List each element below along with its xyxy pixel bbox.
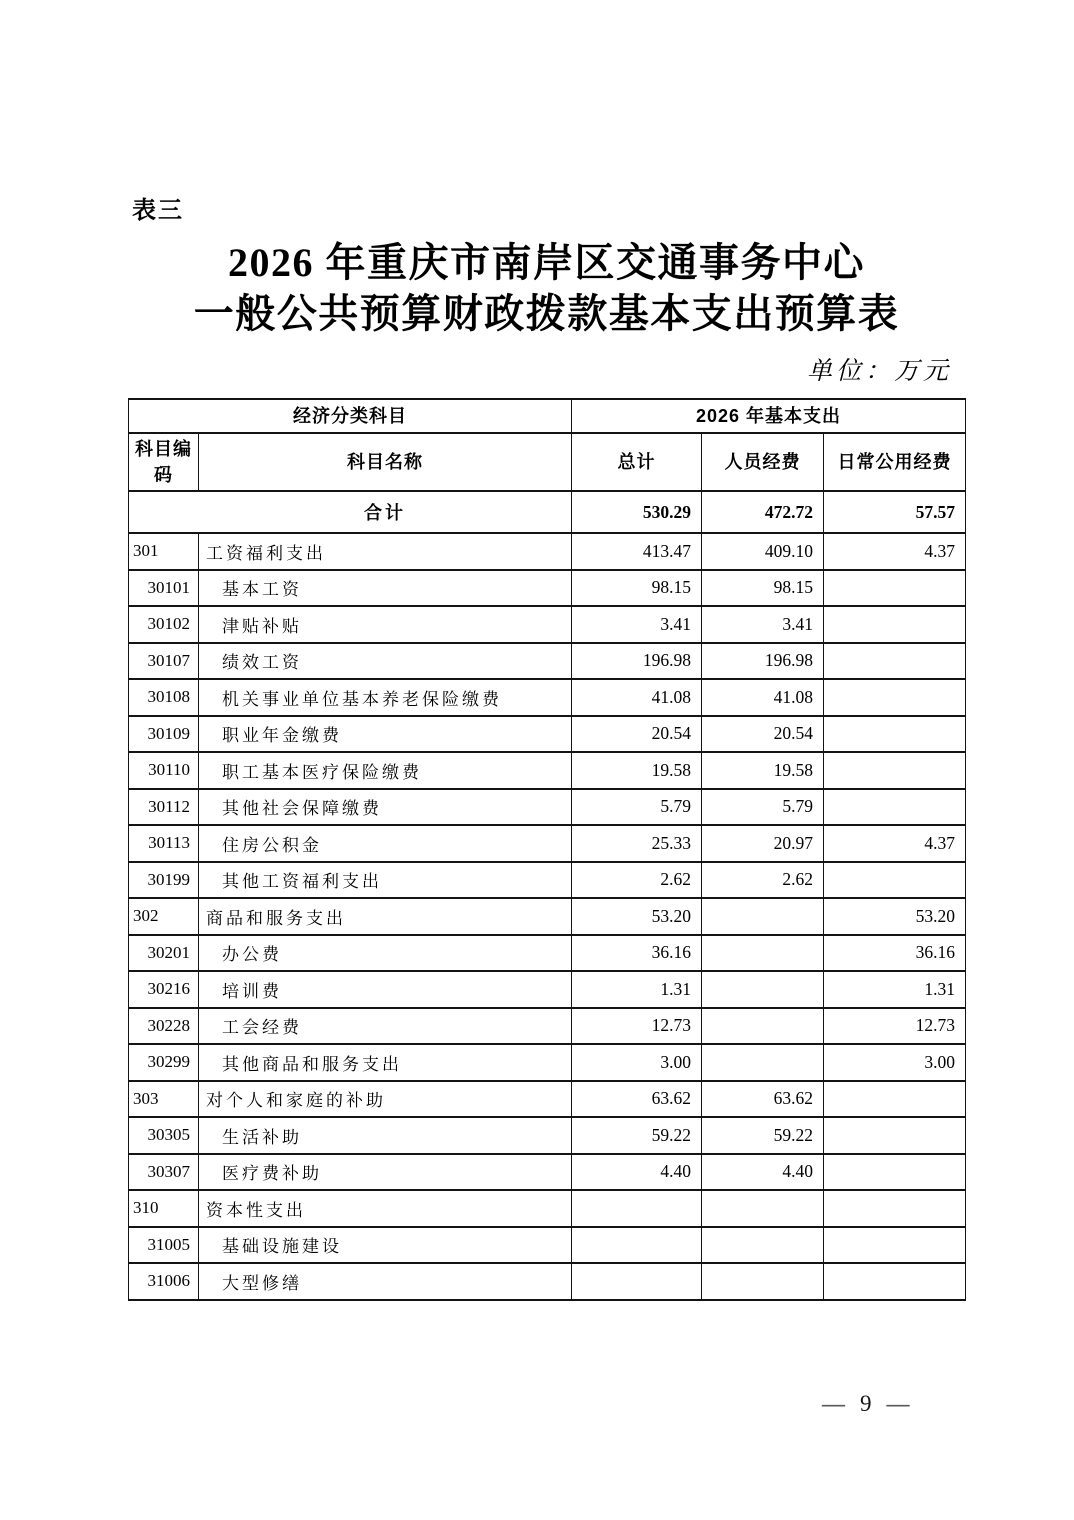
table-row [129,533,966,570]
table-row [129,971,966,1008]
cell-subject-name: 机关事业单位基本养老保险缴费 [199,679,572,716]
cell-total: 19.58 [572,752,702,789]
cell-personnel-funds [702,1008,824,1045]
header-row-columns [129,433,966,491]
cell-personnel-funds: 59.22 [702,1117,824,1154]
cell-personnel-funds: 196.98 [702,643,824,680]
table-row [129,570,966,607]
page-number-dash-left: — [822,1391,845,1416]
table-row [129,1117,966,1154]
cell-subject-code: 30110 [129,752,199,789]
header-daily-public-funds: 日常公用经费 [824,433,966,491]
cell-total: 3.41 [572,606,702,643]
cell-subject-code: 30199 [129,862,199,899]
cell-total: 98.15 [572,570,702,607]
cell-subject-code: 303 [129,1081,199,1118]
cell-subject-name: 基础设施建设 [199,1227,572,1264]
document-title-line-1: 2026 年重庆市南岸区交通事务中心 [228,240,865,285]
cell-subject-code: 31005 [129,1227,199,1264]
table-row [129,1227,966,1264]
cell-subject-code: 310 [129,1190,199,1227]
document-title-line-2: 一般公共预算财政拨款基本支出预算表 [193,291,900,336]
cell-daily-public-funds [824,1190,966,1227]
page-number [822,1391,910,1417]
cell-subject-code: 30101 [129,570,199,607]
cell-daily-public-funds: 4.37 [824,533,966,570]
cell-personnel-funds: 4.40 [702,1154,824,1191]
cell-personnel-funds: 3.41 [702,606,824,643]
cell-daily-public-funds [824,570,966,607]
cell-subject-name: 对个人和家庭的补助 [199,1081,572,1118]
budget-table [128,398,966,1301]
cell-subject-name: 津贴补贴 [199,606,572,643]
page-number-dash-right: — [886,1391,910,1416]
table-row [129,679,966,716]
cell-total: 59.22 [572,1117,702,1154]
cell-total: 12.73 [572,1008,702,1045]
cell-daily-public-funds [824,606,966,643]
table-row [129,898,966,935]
cell-total: 25.33 [572,825,702,862]
cell-personnel-funds: 63.62 [702,1081,824,1118]
cell-daily-public-funds [824,862,966,899]
cell-daily-public-funds [824,1227,966,1264]
table-row [129,862,966,899]
cell-subject-code: 30305 [129,1117,199,1154]
cell-total: 36.16 [572,935,702,972]
budget-table-header [129,399,966,491]
header-personnel-funds: 人员经费 [702,433,824,491]
header-row-group [129,399,966,433]
cell-subject-name: 工资福利支出 [199,533,572,570]
cell-subject-code: 30102 [129,606,199,643]
cell-total: 5.79 [572,789,702,826]
cell-personnel-funds: 472.72 [702,491,824,533]
cell-subject-name: 其他社会保障缴费 [199,789,572,826]
cell-daily-public-funds [824,1154,966,1191]
cell-daily-public-funds [824,789,966,826]
table-row [129,1081,966,1118]
table-row [129,1044,966,1081]
cell-subject-code: 30109 [129,716,199,753]
cell-daily-public-funds: 3.00 [824,1044,966,1081]
cell-subject-name: 生活补助 [199,1117,572,1154]
cell-subject-code: 30107 [129,643,199,680]
cell-personnel-funds [702,1227,824,1264]
cell-personnel-funds [702,1044,824,1081]
cell-total: 530.29 [572,491,702,533]
document-title [98,237,995,339]
cell-total: 41.08 [572,679,702,716]
cell-subject-name: 大型修缮 [199,1263,572,1300]
cell-daily-public-funds [824,1117,966,1154]
table-row [129,606,966,643]
cell-personnel-funds: 41.08 [702,679,824,716]
cell-subject-code: 30112 [129,789,199,826]
cell-personnel-funds [702,898,824,935]
cell-daily-public-funds [824,716,966,753]
cell-total: 413.47 [572,533,702,570]
cell-total: 63.62 [572,1081,702,1118]
cell-personnel-funds: 5.79 [702,789,824,826]
table-row [129,716,966,753]
cell-subject-name: 住房公积金 [199,825,572,862]
table-row-total [129,491,966,533]
cell-total: 53.20 [572,898,702,935]
cell-subject-code: 30201 [129,935,199,972]
cell-subject-code: 30216 [129,971,199,1008]
cell-subject-name: 职工基本医疗保险缴费 [199,752,572,789]
cell-subject-code: 30108 [129,679,199,716]
cell-subject-name: 资本性支出 [199,1190,572,1227]
cell-subject-code: 31006 [129,1263,199,1300]
cell-total: 2.62 [572,862,702,899]
cell-personnel-funds [702,1190,824,1227]
cell-total: 4.40 [572,1154,702,1191]
table-row [129,1008,966,1045]
cell-personnel-funds: 2.62 [702,862,824,899]
cell-daily-public-funds [824,679,966,716]
table-row [129,752,966,789]
cell-personnel-funds [702,971,824,1008]
cell-subject-code: 302 [129,898,199,935]
header-total: 总计 [572,433,702,491]
cell-subject-name: 工会经费 [199,1008,572,1045]
cell-subject-name: 商品和服务支出 [199,898,572,935]
table-row [129,789,966,826]
cell-subject-code: 30299 [129,1044,199,1081]
cell-subject-code: 30228 [129,1008,199,1045]
header-economic-classification: 经济分类科目 [129,399,572,433]
table-row [129,1190,966,1227]
cell-daily-public-funds: 1.31 [824,971,966,1008]
cell-subject-name: 其他工资福利支出 [199,862,572,899]
cell-personnel-funds [702,1263,824,1300]
cell-subject-name: 办公费 [199,935,572,972]
cell-total [572,1263,702,1300]
cell-daily-public-funds: 53.20 [824,898,966,935]
cell-subject-name: 基本工资 [199,570,572,607]
cell-subject-name: 培训费 [199,971,572,1008]
page-number-value: 9 [860,1391,872,1416]
budget-table-body [129,491,966,1300]
cell-total: 20.54 [572,716,702,753]
cell-subject-name: 医疗费补助 [199,1154,572,1191]
cell-subject-name: 职业年金缴费 [199,716,572,753]
cell-total [572,1190,702,1227]
table-row [129,643,966,680]
cell-daily-public-funds: 4.37 [824,825,966,862]
cell-subject-code: 30113 [129,825,199,862]
cell-personnel-funds: 409.10 [702,533,824,570]
cell-total-label: 合计 [129,491,572,533]
cell-personnel-funds: 20.54 [702,716,824,753]
cell-personnel-funds: 20.97 [702,825,824,862]
cell-daily-public-funds [824,643,966,680]
cell-subject-name: 绩效工资 [199,643,572,680]
cell-subject-code: 301 [129,533,199,570]
table-row [129,1154,966,1191]
cell-personnel-funds: 19.58 [702,752,824,789]
cell-daily-public-funds: 36.16 [824,935,966,972]
cell-daily-public-funds: 12.73 [824,1008,966,1045]
cell-subject-name: 其他商品和服务支出 [199,1044,572,1081]
table-row [129,1263,966,1300]
cell-personnel-funds [702,935,824,972]
cell-total [572,1227,702,1264]
table-label: 表三 [132,197,184,224]
cell-total: 1.31 [572,971,702,1008]
cell-daily-public-funds: 57.57 [824,491,966,533]
header-subject-code: 科目编码 [129,433,199,491]
table-row [129,825,966,862]
unit-note: 单位：万元 [806,358,952,385]
cell-total: 3.00 [572,1044,702,1081]
cell-subject-code: 30307 [129,1154,199,1191]
cell-daily-public-funds [824,752,966,789]
cell-personnel-funds: 98.15 [702,570,824,607]
cell-total: 196.98 [572,643,702,680]
cell-daily-public-funds [824,1263,966,1300]
header-subject-name: 科目名称 [199,433,572,491]
header-basic-expenditure-2026: 2026 年基本支出 [572,399,966,433]
table-row [129,935,966,972]
cell-daily-public-funds [824,1081,966,1118]
